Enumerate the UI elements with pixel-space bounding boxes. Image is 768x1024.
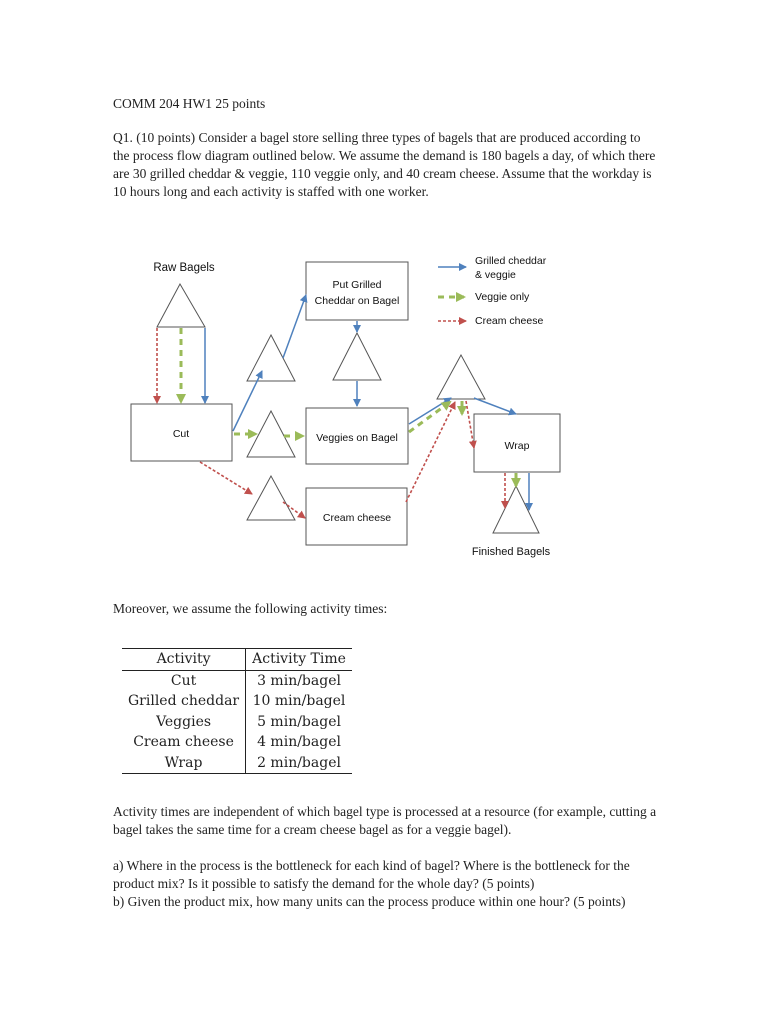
inventory-triangle-after-grill bbox=[333, 333, 381, 380]
table-row bbox=[122, 691, 352, 712]
table-row bbox=[122, 732, 352, 753]
wrap-box-label: Wrap bbox=[504, 440, 530, 452]
legend-cream-label: Cream cheese bbox=[475, 315, 544, 327]
table-row bbox=[122, 753, 352, 774]
table-cell-time: 10 min/bagel bbox=[252, 693, 346, 709]
finished-bagels-inventory-triangle bbox=[493, 486, 539, 533]
activity-times-table bbox=[122, 648, 352, 774]
question-1a: a) Where in the process is the bottleneck for each kind of bagel? Where is the bottleneck for the product mix? Is it possible to satisfy the demand for the whole day? (5 points) bbox=[113, 858, 630, 891]
page-title: COMM 204 HW1 25 points bbox=[113, 96, 266, 111]
table-cell-activity: Grilled cheddar bbox=[122, 691, 246, 712]
activity-times-note: Activity times are independent of which bagel type is processed at a resource (for example, cutting a bagel takes the same time for a cream cheese bagel as for a veggie bagel). bbox=[113, 804, 657, 837]
grill-box-label-line1: Put Grilled bbox=[332, 279, 382, 291]
table-cell-time: 5 min/bagel bbox=[257, 713, 341, 730]
grill-activity-box bbox=[306, 262, 408, 320]
cut-box-label: Cut bbox=[172, 428, 190, 440]
finished-bagels-label: Finished Bagels bbox=[471, 546, 551, 558]
table-cell-activity: Wrap bbox=[122, 753, 246, 774]
table-cell-activity: Veggies bbox=[122, 712, 246, 733]
table-header-activity: Activity bbox=[122, 649, 246, 671]
flow-arrow-veggie-veggies-to-triangle bbox=[409, 402, 450, 432]
table-cell-activity: Cream cheese bbox=[122, 732, 246, 753]
veggies-box-label: Veggies on Bagel bbox=[316, 432, 398, 444]
legend-grilled-label-line1: Grilled cheddar bbox=[475, 255, 547, 267]
inventory-triangle-veggie bbox=[247, 411, 295, 457]
raw-bagels-label: Raw Bagels bbox=[153, 262, 215, 274]
table-header-activity-time: Activity Time bbox=[246, 649, 352, 671]
flow-arrow-cream-triangle-to-wrap bbox=[466, 401, 474, 448]
flow-arrow-cream-cut-to-triangle bbox=[200, 462, 252, 494]
flow-arrow-grilled-triangle-to-wrap bbox=[474, 398, 516, 414]
inventory-triangle-cream bbox=[247, 476, 295, 520]
table-row bbox=[122, 670, 352, 691]
table-header-row bbox=[122, 649, 352, 671]
inventory-triangle-grill bbox=[247, 335, 295, 381]
inventory-triangle-before-wrap bbox=[437, 355, 485, 399]
flow-arrow-grilled-veggies-to-triangle bbox=[409, 398, 451, 424]
table-cell-time: 4 min/bagel bbox=[257, 734, 341, 750]
table-cell-activity: Cut bbox=[122, 670, 246, 691]
question-1-intro: Q1. (10 points) Consider a bagel store selling three types of bagels that are produced according to the process flow diagram outlined below. We assume the demand is 180 bagels a day, of which there are 30 grilled cheddar & veggie, 110 veggie only, and 40 cream cheese. Assume that the workday is 10 hours long and each activity is staffed with one worker. bbox=[113, 130, 656, 199]
legend-veggie-label: Veggie only bbox=[475, 291, 530, 303]
table-cell-time: 2 min/bagel bbox=[246, 753, 352, 774]
flow-arrow-grilled-triangle-to-grill bbox=[283, 295, 306, 358]
legend-grilled-label-line2: & veggie bbox=[475, 269, 516, 281]
table-cell-time: 3 min/bagel bbox=[257, 672, 341, 689]
table-row bbox=[122, 712, 352, 733]
question-1b: b) Given the product mix, how many units can the process produce within one hour? (5 points) bbox=[113, 894, 626, 909]
raw-bagels-inventory-triangle bbox=[157, 284, 205, 327]
activity-times-intro: Moreover, we assume the following activity times: bbox=[113, 601, 388, 616]
cream-box-label: Cream cheese bbox=[322, 512, 392, 524]
grill-box-label-line2: Cheddar on Bagel bbox=[314, 295, 400, 307]
